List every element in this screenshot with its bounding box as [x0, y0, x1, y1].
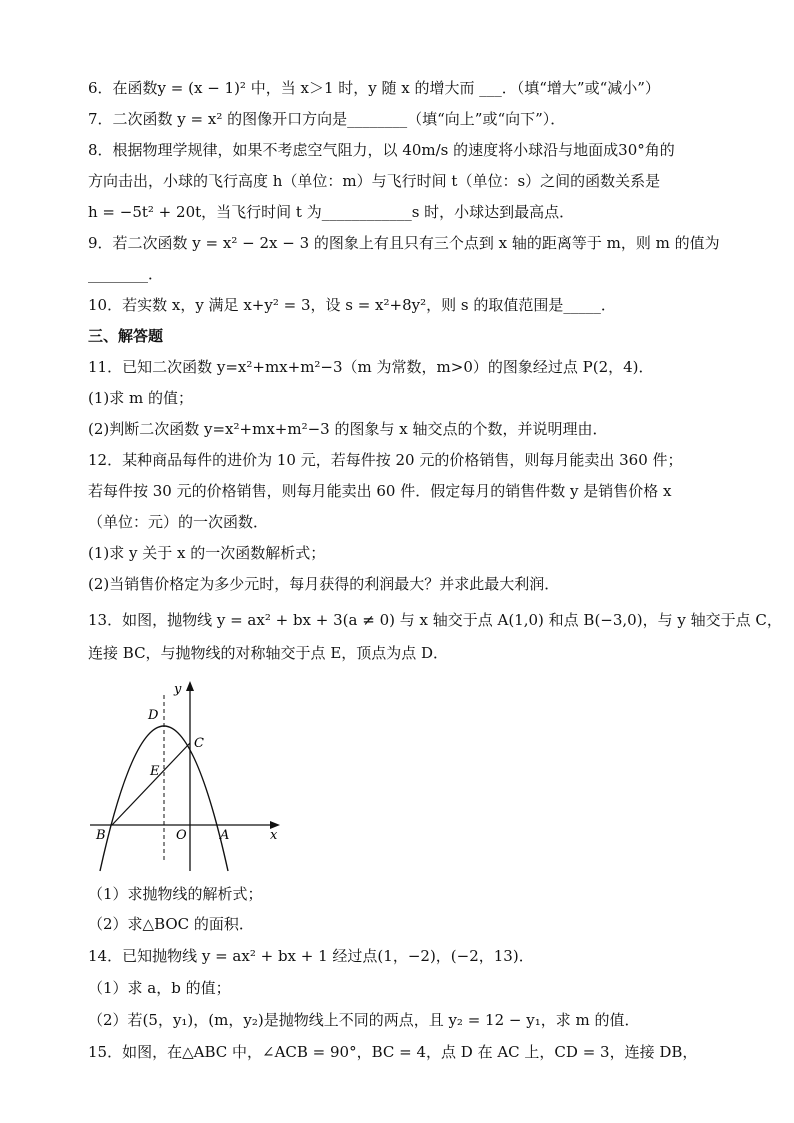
q12-part1: (1)求 y 关于 x 的一次函数解析式；	[88, 544, 326, 562]
label-a: A	[220, 828, 230, 843]
q9-line-2: ________．	[88, 265, 164, 283]
parabola-figure	[86, 677, 306, 877]
q15-line: 15．如图，在△ABC 中，∠ACB = 90°，BC = 4，点 D 在 AC 上，CD = 3，连接 DB，	[88, 1043, 698, 1061]
q11-part1: (1)求 m 的值；	[88, 389, 194, 407]
section-heading: 三、解答题	[88, 327, 164, 345]
q9-line-1: 9．若二次函数 y = x² − 2x − 3 的图象上有且只有三个点到 x 轴的距离等于 m，则 m 的值为	[88, 234, 720, 252]
q12-line-1: 12．某种商品每件的进价为 10 元，若每件按 20 元的价格销售，则每月能卖出 360 件；	[88, 451, 683, 469]
q14-part1: （1）求 a，b 的值；	[88, 979, 231, 997]
label-b: B	[96, 828, 106, 843]
q8-line-1: 8．根据物理学规律，如果不考虑空气阻力，以 40m/s 的速度将小球沿与地面成30°角的	[88, 141, 675, 159]
q13-line-2: 连接 BC，与抛物线的对称轴交于点 E，顶点为点 D．	[88, 644, 449, 662]
q14-line: 14．已知抛物线 y = ax² + bx + 1 经过点(1，−2)，(−2，13)．	[88, 947, 534, 965]
q12-line-2: 若每件按 30 元的价格销售，则每月能卖出 60 件．假定每月的销售件数 y 是销售价格 x	[88, 482, 672, 500]
label-o: O	[176, 828, 187, 843]
q8-line-2: 方向击出，小球的飞行高度 h（单位：m）与飞行时间 t（单位：s）之间的函数关系是	[88, 172, 661, 190]
q12-part2: (2)当销售价格定为多少元时，每月获得的利润最大？并求此最大利润．	[88, 575, 560, 593]
label-c: C	[194, 736, 204, 751]
q13-part1: （1）求抛物线的解析式；	[88, 885, 263, 903]
q7-line: 7．二次函数 y = x² 的图像开口方向是________（填“向上”或“向下”）．	[88, 110, 566, 128]
q14-part2: （2）若(5，y₁)，(m，y₂)是抛物线上不同的两点，且 y₂ = 12 − y₁，求 m 的值．	[88, 1011, 640, 1029]
q11-line: 11．已知二次函数 y=x²+mx+m²−3（m 为常数，m>0）的图象经过点 P(2，4)．	[88, 358, 654, 376]
q13-part2: （2）求△BOC 的面积．	[88, 915, 254, 933]
q13-line-1: 13．如图，抛物线 y = ax² + bx + 3(a ≠ 0) 与 x 轴交于点 A(1,0) 和点 B(−3,0)，与 y 轴交于点 C，	[88, 611, 782, 629]
label-d: D	[148, 708, 159, 723]
label-e: E	[150, 764, 160, 779]
q12-line-3: （单位：元）的一次函数．	[88, 513, 269, 531]
label-y: y	[174, 682, 182, 697]
q10-line: 10．若实数 x，y 满足 x+y² = 3，设 s = x²+8y²，则 s 的取值范围是_____．	[88, 296, 616, 314]
y-axis-arrow-icon	[186, 681, 194, 691]
q11-part2: (2)判断二次函数 y=x²+mx+m²−3 的图象与 x 轴交点的个数，并说明理由．	[88, 420, 608, 438]
q6-line: 6．在函数y = (x − 1)² 中，当 x＞1 时，y 随 x 的增大而 ___．（填“增大”或“减小”）	[88, 79, 660, 97]
label-x: x	[270, 828, 278, 843]
q8-line-3: h = −5t² + 20t，当飞行时间 t 为____________s 时，小球达到最高点．	[88, 203, 575, 221]
